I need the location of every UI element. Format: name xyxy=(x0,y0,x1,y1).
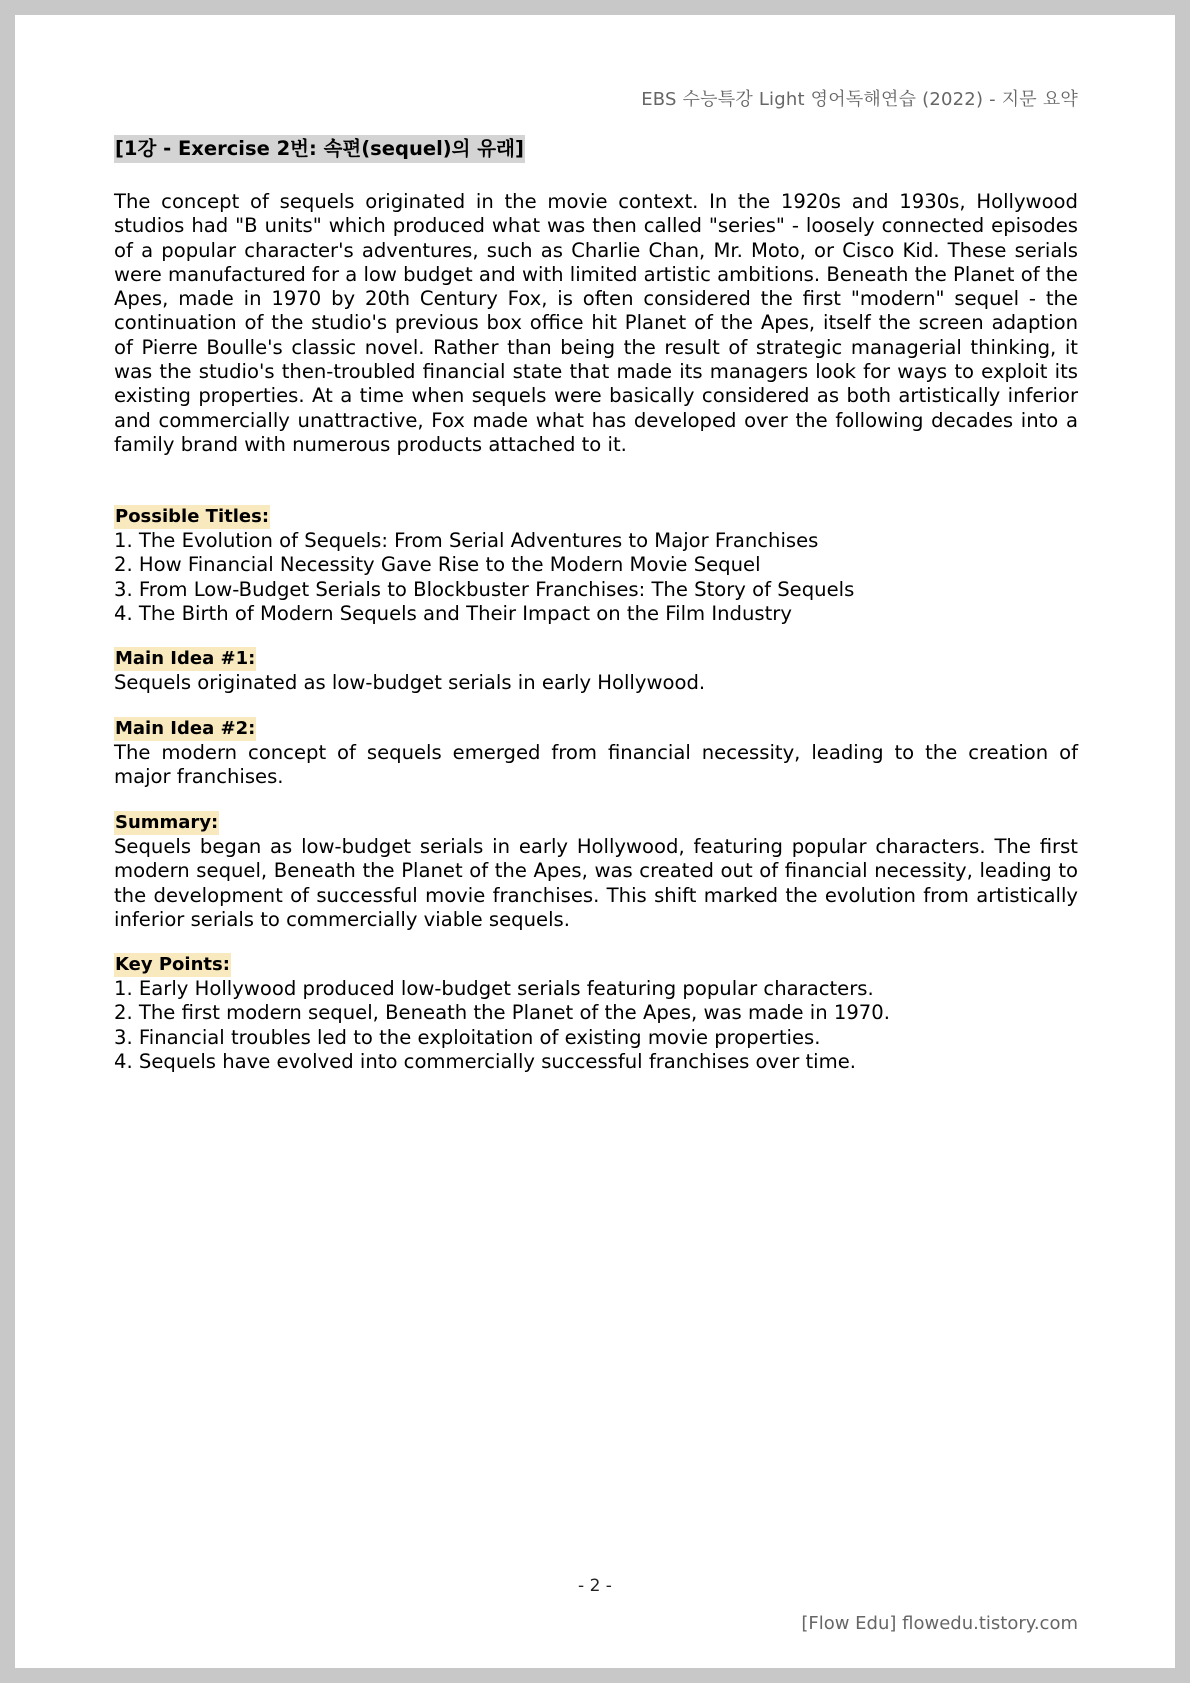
page-header: EBS 수능특강 Light 영어독해연습 (2022) - 지문 요약 xyxy=(641,89,1078,110)
title-item: 3. From Low-Budget Serials to Blockbuster Franchises: The Story of Sequels xyxy=(114,577,855,601)
main-idea-1-label: Main Idea #1: xyxy=(115,648,256,669)
possible-titles-section xyxy=(114,505,1078,626)
main-idea-2-label: Main Idea #2: xyxy=(115,718,256,739)
key-points-label: Key Points: xyxy=(115,954,230,975)
summary-label: Summary: xyxy=(115,812,219,833)
document-page xyxy=(15,15,1175,1668)
key-point-item: 4. Sequels have evolved into commercially successful franchises over time. xyxy=(114,1049,856,1073)
main-idea-2-text: The modern concept of sequels emerged from financial necessity, leading to the creation of major franchises. xyxy=(114,741,1078,789)
summary-section xyxy=(114,811,1078,932)
passage-text: The concept of sequels originated in the movie context. In the 1920s and 1930s, Hollywood studios had "B units" which produced what was then called "series" - loosely connected episodes of a popular character's adventures, such as Charlie Chan, Mr. Moto, or Cisco Kid. These serials were manufactured for a low budget and with limited artistic ambitions. Beneath the Planet of the Apes, made in 1970 by 20th Century Fox, is often considered the first "modern" sequel - the continuation of the studio's previous box office hit Planet of the Apes, itself the screen adaption of Pierre Boulle's classic novel. Rather than being the result of strategic managerial thinking, it was the studio's then-troubled financial state that made its managers look for ways to exploit its existing properties. At a time when sequels were basically considered as both artistically inferior and commercially unattractive, Fox made what has developed over the following decades into a family brand with numerous products attached to it. xyxy=(114,190,1078,456)
main-idea-2-section xyxy=(114,717,1078,790)
title-item: 1. The Evolution of Sequels: From Serial Adventures to Major Franchises xyxy=(114,529,819,552)
footer-source: [Flow Edu] flowedu.tistory.com xyxy=(801,1613,1078,1634)
title-item: 4. The Birth of Modern Sequels and Their Impact on the Film Industry xyxy=(114,601,792,625)
main-idea-1-section xyxy=(114,647,1078,695)
main-idea-1-text: Sequels originated as low-budget serials in early Hollywood. xyxy=(114,671,706,694)
lesson-title: [1강 - Exercise 2번: 속편(sequel)의 유래] xyxy=(114,135,525,163)
key-point-item: 2. The first modern sequel, Beneath the Planet of the Apes, was made in 1970. xyxy=(114,1001,890,1025)
key-points-section xyxy=(114,953,1078,1074)
page-number: - 2 - xyxy=(578,1576,612,1596)
title-item: 2. How Financial Necessity Gave Rise to the Modern Movie Sequel xyxy=(114,553,761,577)
possible-titles-label: Possible Titles: xyxy=(115,506,270,527)
key-point-item: 3. Financial troubles led to the exploitation of existing movie properties. xyxy=(114,1025,821,1049)
summary-text: Sequels began as low-budget serials in early Hollywood, featuring popular characters. The first modern sequel, Beneath the Planet of the Apes, was created out of financial necessity, leading to the development of successful movie franchises. This shift marked the evolution from artistically inferior serials to commercially viable sequels. xyxy=(114,835,1078,931)
key-point-item: 1. Early Hollywood produced low-budget serials featuring popular characters. xyxy=(114,977,874,1000)
